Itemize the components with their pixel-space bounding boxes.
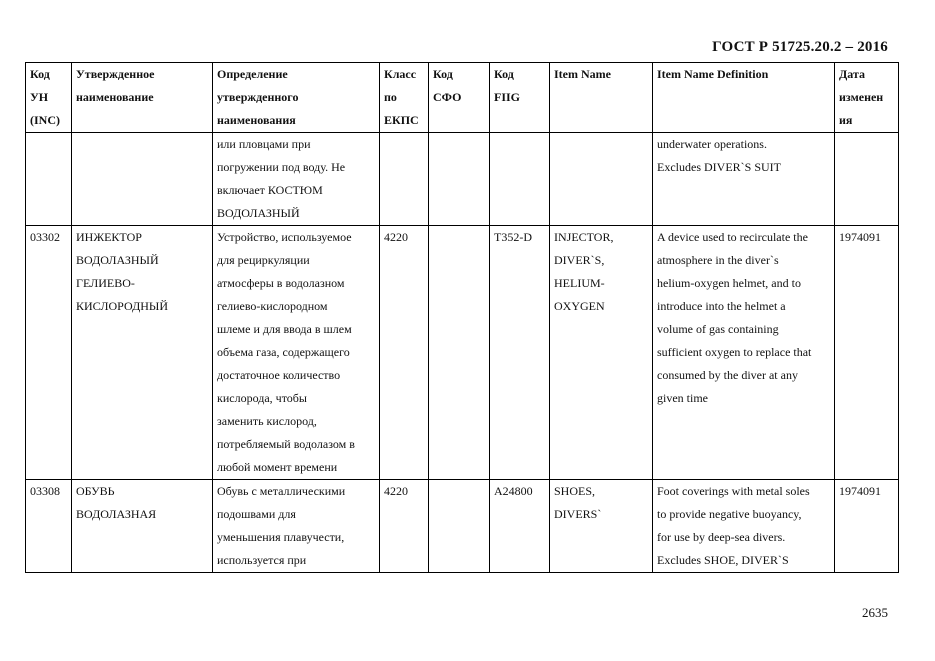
table-cell: 03308 <box>26 480 72 573</box>
table-cell <box>550 133 653 226</box>
table-row <box>26 133 899 226</box>
table-cell: INJECTOR, DIVER`S, HELIUM- OXYGEN <box>550 226 653 480</box>
items-table <box>25 62 899 573</box>
table-cell: ИНЖЕКТОР ВОДОЛАЗНЫЙ ГЕЛИЕВО- КИСЛОРОДНЫЙ <box>72 226 213 480</box>
table-cell <box>26 133 72 226</box>
table-cell: 4220 <box>380 480 429 573</box>
table-cell: A device used to recirculate the atmosphere in the diver`s helium-oxygen helmet, and to introduce into the helmet a volume of gas containing sufficient oxygen to replace that consumed by the diver at any given time <box>653 226 835 480</box>
table-cell <box>380 133 429 226</box>
table-cell: underwater operations. Excludes DIVER`S SUIT <box>653 133 835 226</box>
column-header: Определение утвержденного наименования <box>213 63 380 133</box>
column-header: Утвержденное наименование <box>72 63 213 133</box>
column-header: Item Name <box>550 63 653 133</box>
table-cell <box>429 480 490 573</box>
table-cell: 1974091 <box>835 480 899 573</box>
table-body <box>26 133 899 573</box>
table-cell: Foot coverings with metal soles to provide negative buoyancy, for use by deep-sea divers. Excludes SHOE, DIVER`S <box>653 480 835 573</box>
table-cell <box>429 133 490 226</box>
table-cell <box>72 133 213 226</box>
table-cell: Устройство, используемое для рециркуляции атмосферы в водолазном гелиево-кислородном шлеме и для ввода в шлем объема газа, содержащего достаточное количество кислорода, чтобы заменить кислород, потребляемый водолазом в любой момент времени <box>213 226 380 480</box>
table-cell: 4220 <box>380 226 429 480</box>
table-cell: 1974091 <box>835 226 899 480</box>
table-cell: T352-D <box>490 226 550 480</box>
page-number: 2635 <box>862 605 888 620</box>
table-cell: или пловцами при погружении под воду. Не включает КОСТЮМ ВОДОЛАЗНЫЙ <box>213 133 380 226</box>
column-header: Код FIIG <box>490 63 550 133</box>
table-cell: ОБУВЬ ВОДОЛАЗНАЯ <box>72 480 213 573</box>
table-cell: SHOES, DIVERS` <box>550 480 653 573</box>
document-code: ГОСТ Р 51725.20.2 – 2016 <box>712 39 888 55</box>
table-cell: Обувь с металлическими подошвами для уменьшения плавучести, используется при <box>213 480 380 573</box>
table-row <box>26 480 899 573</box>
table-header-row <box>26 63 899 133</box>
table-cell: 03302 <box>26 226 72 480</box>
column-header: Дата изменен ия <box>835 63 899 133</box>
table-cell <box>490 133 550 226</box>
table-cell <box>835 133 899 226</box>
column-header: Код СФО <box>429 63 490 133</box>
table-cell <box>429 226 490 480</box>
table-row <box>26 226 899 480</box>
table-cell: A24800 <box>490 480 550 573</box>
column-header: Класс по ЕКПС <box>380 63 429 133</box>
column-header: Item Name Definition <box>653 63 835 133</box>
column-header: Код УН (INC) <box>26 63 72 133</box>
